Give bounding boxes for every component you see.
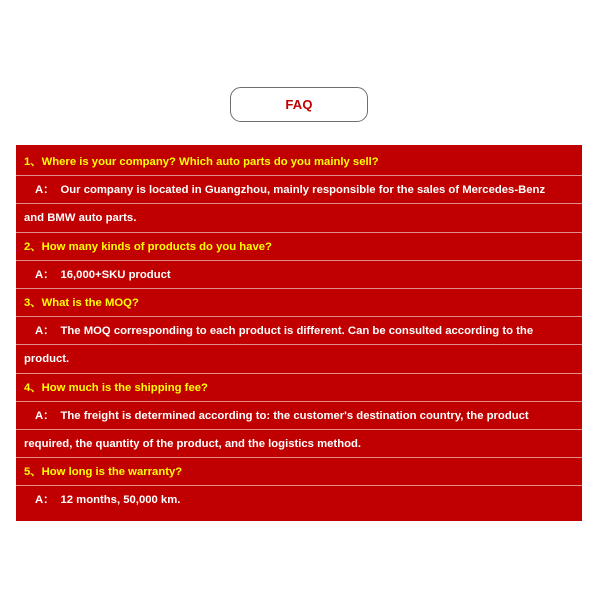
answer-text: Our company is located in Guangzhou, mainly responsible for the sales of Mercedes-Benz [60,184,546,197]
faq-title-box [230,87,368,122]
answer-label: A： [35,409,55,422]
faq-question-2: 2、How many kinds of products do you have? [16,233,582,261]
answer-label: A： [35,325,55,338]
faq-panel [16,145,582,521]
faq-question-5: 5、How long is the warranty? [16,458,582,486]
faq-answer-2 [16,261,582,289]
faq-question-4: 4、How much is the shipping fee? [16,374,582,402]
faq-answer-1-continued: and BMW auto parts. [16,204,582,232]
answer-label: A： [35,184,55,197]
faq-answer-3 [16,317,582,345]
faq-question-1: 1、Where is your company? Which auto parts do you mainly sell? [16,148,582,176]
faq-question-3: 3、What is the MOQ? [16,289,582,317]
faq-answer-1 [16,176,582,204]
answer-text: 12 months, 50,000 km. [60,494,181,507]
answer-label: A： [35,494,55,507]
answer-text: The freight is determined according to: the customer's destination country, the product [60,409,529,422]
answer-text: 16,000+SKU product [60,268,171,281]
faq-answer-4-continued: required, the quantity of the product, and the logistics method. [16,430,582,458]
answer-text: The MOQ corresponding to each product is different. Can be consulted according to the [60,325,534,338]
faq-answer-4 [16,402,582,430]
answer-label: A： [35,268,55,281]
faq-answer-5 [16,486,582,514]
faq-title: FAQ [285,97,313,112]
faq-answer-3-continued: product. [16,345,582,373]
